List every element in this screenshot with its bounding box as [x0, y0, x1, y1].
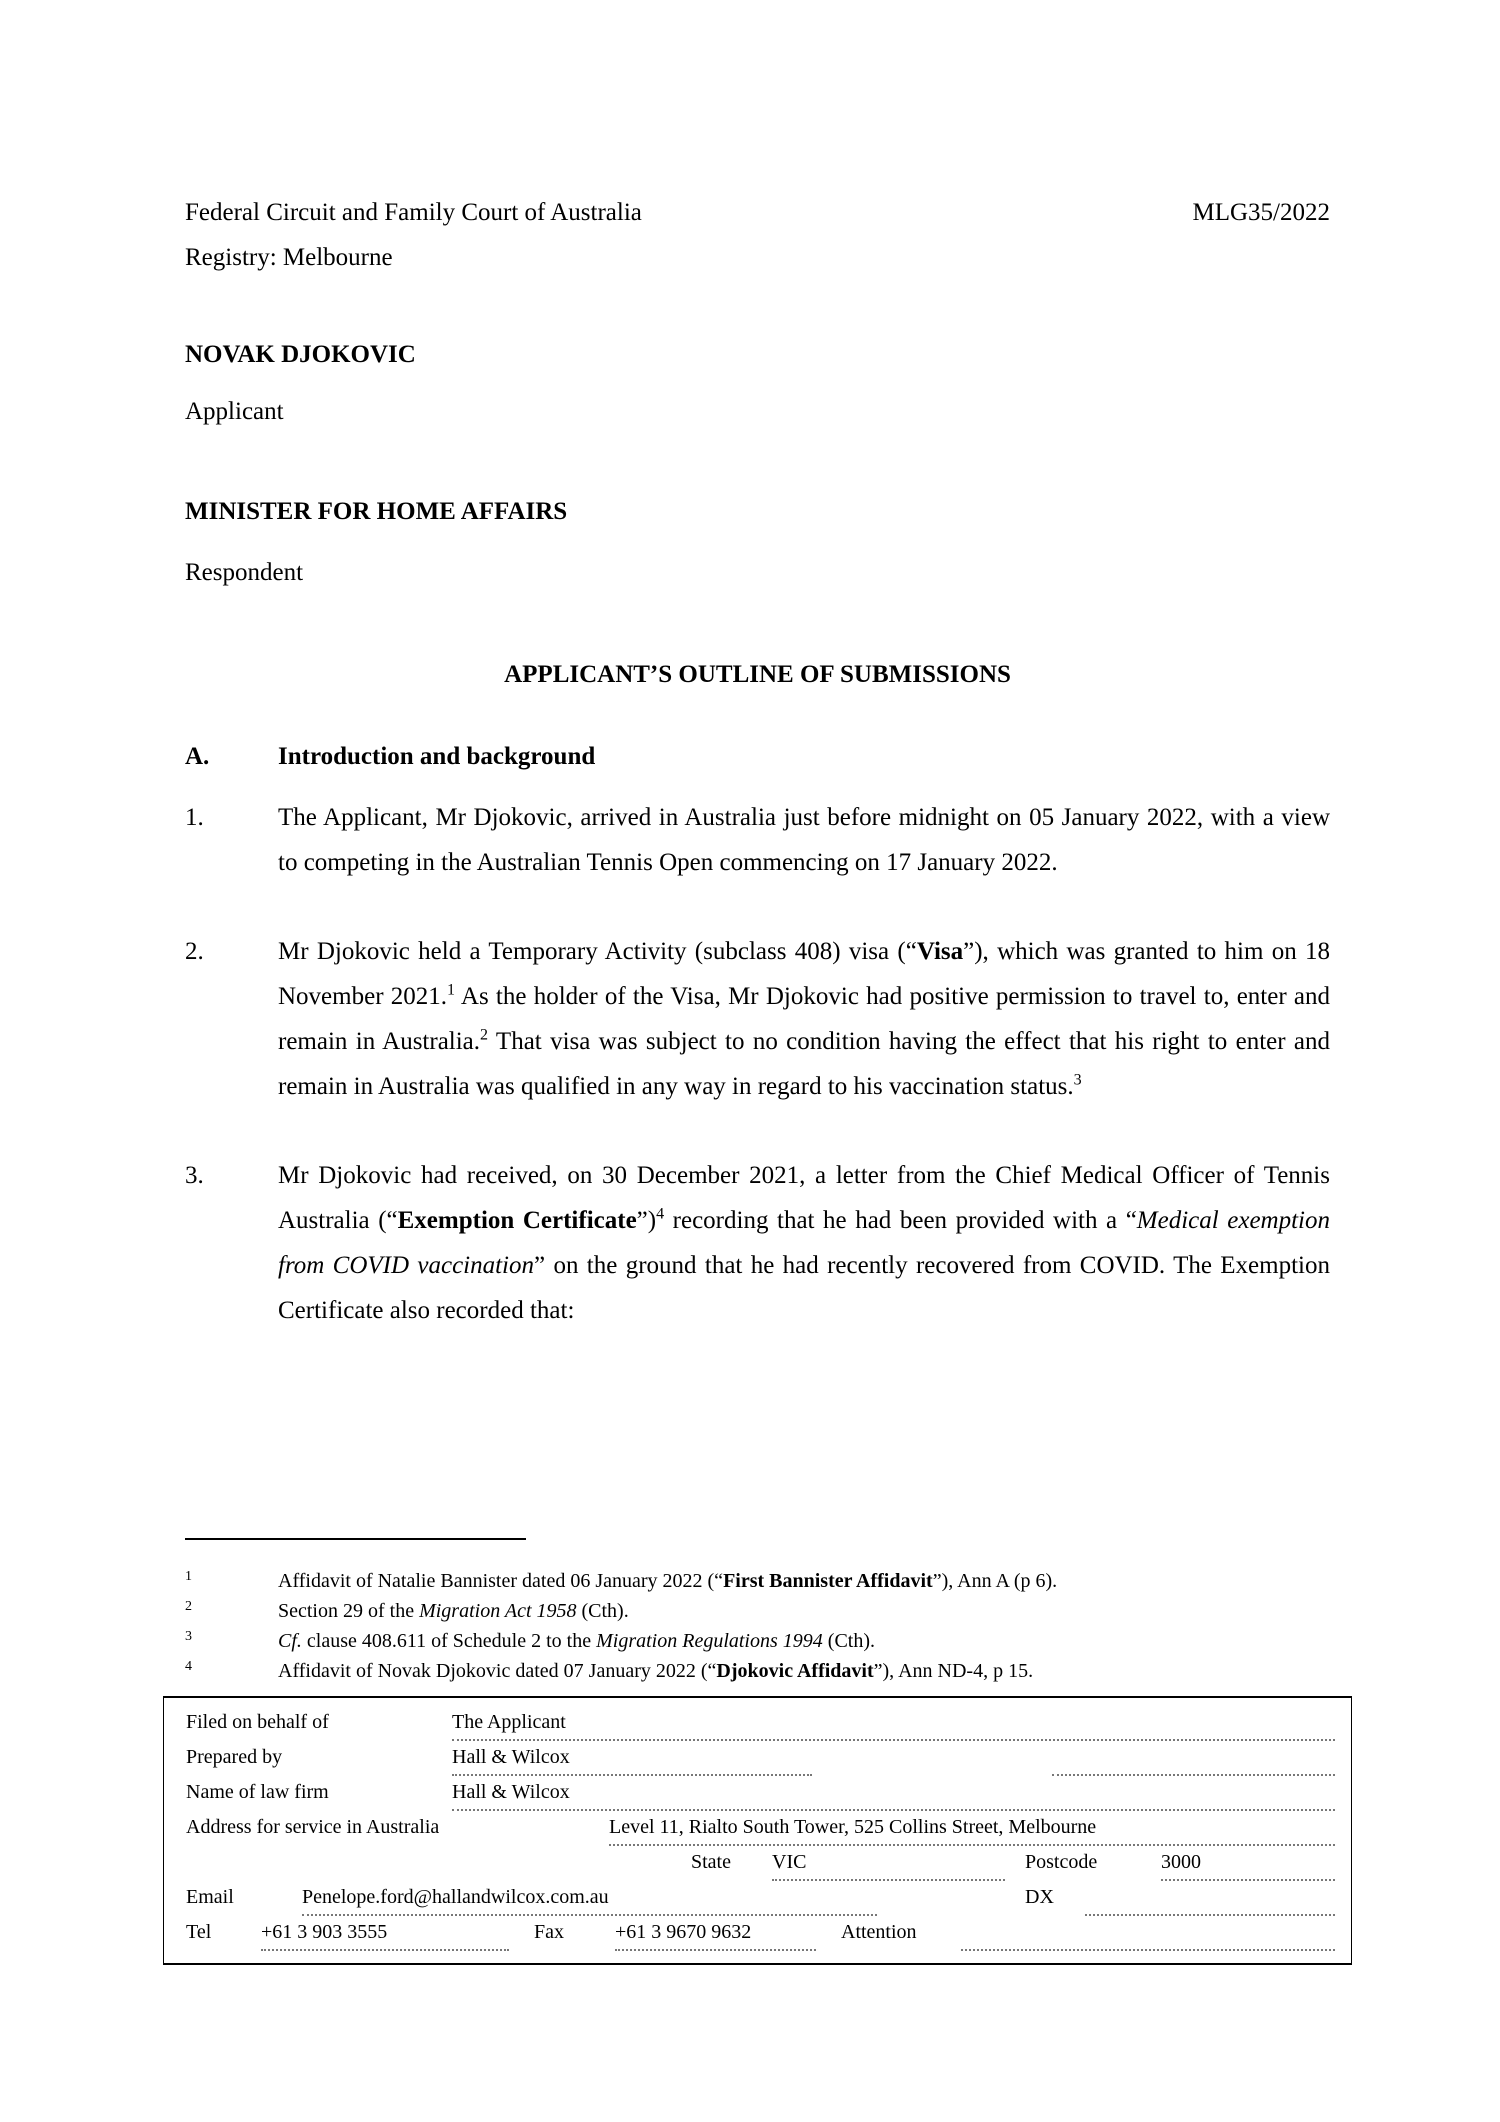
document-header: [185, 190, 1330, 280]
text-segment: Section 29 of the: [278, 1600, 420, 1622]
tel-label: Tel: [186, 1921, 212, 1943]
text-segment: ” on the ground that he had recently recovered from COVID. The Exemption Certificate also recorded that:: [278, 1252, 1330, 1324]
paragraph-number: 1.: [185, 804, 204, 831]
fax-label: Fax: [534, 1921, 564, 1943]
prepared-by-value: Hall & Wilcox: [452, 1741, 812, 1776]
footnote-3: [185, 1626, 1330, 1656]
paragraph-number: 3.: [185, 1162, 204, 1189]
respondent-role: Respondent: [185, 559, 304, 586]
paragraph-text: [278, 1153, 1330, 1333]
text-segment: Mr Djokovic had received, on 30 December 2021, a letter from the Chief Medical Officer of Tennis Australia (“: [278, 1162, 1330, 1234]
footnote-text: [278, 1626, 1330, 1656]
dx-label: DX: [1025, 1886, 1054, 1908]
court-block: [185, 190, 642, 280]
text-segment: (Cth).: [576, 1600, 629, 1622]
text-segment-bold: Exemption Certificate: [397, 1207, 637, 1234]
text-segment: Mr Djokovic held a Temporary Activity (subclass 408) visa (“: [278, 938, 917, 965]
footnote-2: [185, 1596, 1330, 1626]
attention-label: Attention: [841, 1921, 917, 1943]
email-label: Email: [186, 1886, 234, 1908]
footnote-ref-3: 3: [1073, 1071, 1082, 1089]
filed-on-behalf-row: [186, 1706, 1335, 1741]
text-segment: recording that he had been provided with a “: [664, 1207, 1137, 1234]
postcode-label: Postcode: [1025, 1851, 1098, 1873]
footnotes-section: [185, 1538, 1330, 1686]
footnote-ref-4: 4: [656, 1205, 665, 1223]
text-segment-italic: Migration Regulations 1994: [596, 1630, 823, 1652]
tel-value: +61 3 903 3555: [261, 1916, 509, 1951]
footnote-number: 3: [185, 1629, 192, 1644]
paragraph-text: [278, 795, 1330, 885]
text-segment-italic: Migration Act 1958: [419, 1600, 577, 1622]
section-letter: A.: [185, 743, 210, 770]
section-title: Introduction and background: [278, 743, 596, 770]
text-segment-bold: First Bannister Affidavit: [723, 1570, 933, 1592]
footnote-1: [185, 1566, 1330, 1596]
text-segment-bold: Visa: [916, 938, 964, 965]
paragraph-1: [185, 795, 1330, 885]
text-segment: ”): [636, 1207, 657, 1234]
text-segment: ”), Ann ND-4, p 15.: [873, 1660, 1034, 1682]
law-firm-label: Name of law firm: [186, 1781, 329, 1803]
footnote-ref-2: 2: [480, 1026, 489, 1044]
text-segment: (Cth).: [822, 1630, 875, 1652]
footnote-text: [278, 1566, 1330, 1596]
footnote-4: [185, 1656, 1330, 1686]
paragraph-3: [185, 1153, 1330, 1333]
respondent-name: MINISTER FOR HOME AFFAIRS: [185, 498, 568, 525]
filed-on-behalf-label: Filed on behalf of: [186, 1711, 329, 1733]
footnote-number: 1: [185, 1569, 192, 1584]
postcode-value: 3000: [1161, 1846, 1335, 1881]
prepared-by-label: Prepared by: [186, 1746, 283, 1768]
registry-line: Registry: Melbourne: [185, 244, 393, 271]
text-segment-italic: Cf.: [278, 1630, 302, 1652]
text-segment: As the holder of the Visa, Mr Djokovic had positive permission to travel to, enter and remain in Australia.: [278, 983, 1331, 1055]
court-name: Federal Circuit and Family Court of Australia: [185, 199, 642, 226]
text-segment: That visa was subject to no condition having the effect that his right to enter and remain in Australia was qualified in any way in regard to his vaccination status.: [278, 1028, 1331, 1100]
text-segment: Affidavit of Novak Djokovic dated 07 January 2022 (“: [278, 1660, 717, 1682]
filing-details-box: [163, 1696, 1352, 1965]
document-title: APPLICANT’S OUTLINE OF SUBMISSIONS: [504, 661, 1011, 688]
state-postcode-row: [186, 1846, 1335, 1881]
text-segment: Affidavit of Natalie Bannister dated 06 January 2022 (“: [278, 1570, 724, 1592]
address-value: Level 11, Rialto South Tower, 525 Collins Street, Melbourne: [609, 1811, 1335, 1846]
law-firm-row: [186, 1776, 1335, 1811]
case-number: MLG35/2022: [1192, 199, 1330, 226]
address-row: [186, 1811, 1335, 1846]
section-a-heading: [185, 734, 1330, 779]
prepared-by-extra-field: [1052, 1741, 1335, 1776]
footnote-text: [278, 1656, 1330, 1686]
dx-value: [1085, 1881, 1335, 1916]
email-value: Penelope.ford@hallandwilcox.com.au: [302, 1881, 877, 1916]
email-dx-row: [186, 1881, 1335, 1916]
text-segment-italic: Medical exemption from COVID vaccination: [278, 1207, 1330, 1279]
paragraph-2: [185, 929, 1330, 1109]
state-label: State: [691, 1851, 731, 1873]
attention-value: [961, 1916, 1335, 1951]
prepared-by-row: [186, 1741, 1335, 1776]
footnote-number: 4: [185, 1659, 192, 1674]
state-value: VIC: [772, 1846, 1005, 1881]
footnote-separator: [185, 1538, 526, 1540]
applicant-name: NOVAK DJOKOVIC: [185, 341, 416, 368]
footnote-number: 2: [185, 1599, 192, 1614]
text-segment: ”), Ann A (p 6).: [932, 1570, 1058, 1592]
filed-on-behalf-value: The Applicant: [452, 1706, 1335, 1741]
footnote-ref-1: 1: [447, 981, 456, 999]
text-segment: ”), which was granted to him on 18 November 2021.: [278, 938, 1331, 1010]
applicant-role: Applicant: [185, 398, 284, 425]
law-firm-value: Hall & Wilcox: [452, 1776, 1335, 1811]
text-segment: The Applicant, Mr Djokovic, arrived in Australia just before midnight on 05 January 2022, with a view to competing in the Australian Tennis Open commencing on 17 January 2022.: [278, 804, 1330, 876]
paragraph-text: [278, 929, 1330, 1109]
address-label: Address for service in Australia: [186, 1816, 440, 1838]
text-segment-bold: Djokovic Affidavit: [716, 1660, 874, 1682]
footnote-text: [278, 1596, 1330, 1626]
tel-fax-row: [186, 1916, 1335, 1951]
paragraph-number: 2.: [185, 938, 204, 965]
fax-value: +61 3 9670 9632: [615, 1916, 816, 1951]
text-segment: clause 408.611 of Schedule 2 to the: [301, 1630, 597, 1652]
